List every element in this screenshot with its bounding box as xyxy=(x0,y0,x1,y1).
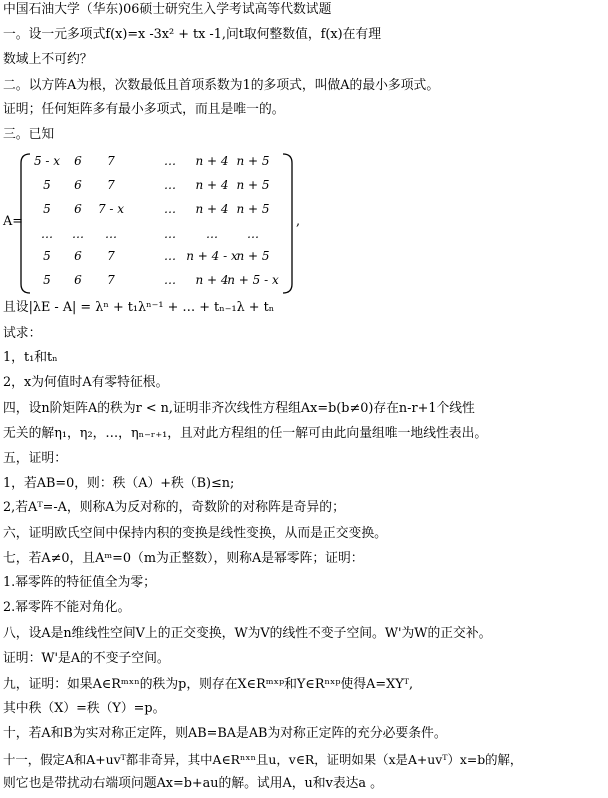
question-5-head: 五，证明： xyxy=(3,451,67,466)
question-8-line-2: 证明：W'是A的不变子空间。 xyxy=(3,651,170,666)
matrix-cell: 6 xyxy=(74,202,82,216)
question-10: 十，若A和B为实对称正定阵，则AB=BA是AB为对称正定阵的充分必要条件。 xyxy=(3,726,447,741)
question-4-line-2: 无关的解η₁，η₂，…，ηₙ₋ᵣ₊₁，且对此方程组的任一解可由此向量组唯一地线性表出。 xyxy=(3,426,488,441)
matrix-cell: 5 xyxy=(43,273,51,287)
matrix-cell: 7 xyxy=(107,249,115,263)
matrix-cell: 7 xyxy=(107,178,115,192)
matrix-cell: … xyxy=(105,227,117,241)
matrix-label: A= xyxy=(3,214,23,229)
matrix-cell: … xyxy=(206,227,218,241)
matrix-cell: 5 - x xyxy=(33,154,61,168)
matrix-cell: … xyxy=(72,227,84,241)
matrix-cell: 5 xyxy=(43,249,51,263)
matrix-cell: 6 xyxy=(74,273,82,287)
matrix-cell: n + 4 xyxy=(195,273,229,287)
matrix-cell: 7 - x xyxy=(97,202,125,216)
matrix-cell: … xyxy=(247,227,259,241)
matrix-cell: 6 xyxy=(74,178,82,192)
question-11-line-2: 则它也是带扰动右端项问题Ax=b+au的解。试用A，u和v表达a 。 xyxy=(3,776,383,791)
matrix-cell: 6 xyxy=(74,154,82,168)
matrix-cell: … xyxy=(164,202,176,216)
matrix-cell: 7 xyxy=(107,154,115,168)
matrix-cell: … xyxy=(41,227,53,241)
question-3-ask: 试求： xyxy=(3,326,42,341)
matrix-comma: , xyxy=(296,214,301,229)
matrix-cell: n + 4 xyxy=(195,154,229,168)
question-3-polynomial: 且设|λE - A| = λⁿ + t₁λⁿ⁻¹ + … + tₙ₋₁λ + tₙ xyxy=(3,300,275,315)
matrix-cell: … xyxy=(164,273,176,287)
question-7-head: 七，若A≠0，且Aᵐ=0（m为正整数），则称A是幂零阵；证明： xyxy=(3,551,364,566)
question-8-line-1: 八，设A是n维线性空间V上的正交变换，W为V的线性不变子空间。W'为W的正交补。 xyxy=(3,626,492,641)
matrix-cell: n + 4 xyxy=(195,178,229,192)
matrix-cell: … xyxy=(164,227,176,241)
matrix-cell: n + 5 xyxy=(236,202,270,216)
matrix-cell: … xyxy=(164,178,176,192)
question-3-item-2: 2，x为何值时A有零特征根。 xyxy=(3,375,169,390)
matrix-a xyxy=(3,151,303,296)
question-3-item-1: 1，t₁和tₙ xyxy=(3,350,58,365)
question-2-line-2: 证明；任何矩阵多有最小多项式，而且是唯一的。 xyxy=(3,102,285,117)
question-3-head: 三。已知 xyxy=(3,127,55,142)
question-2-line-1: 二。以方阵A为根，次数最低且首项系数为1的多项式，叫做A的最小多项式。 xyxy=(3,78,440,93)
matrix-cell: n + 4 - x xyxy=(186,249,238,263)
matrix-cell: n + 4 xyxy=(195,202,229,216)
matrix-cell: n + 5 xyxy=(236,178,270,192)
exam-title: 中国石油大学（华东)06硕士研究生入学考试高等代数试题 xyxy=(3,2,332,17)
question-11-line-1: 十一，假定A和A+uvᵀ都非奇异，其中A∈Rⁿˣⁿ且u，v∈R，证明如果（x是A+uvᵀ）x=b的解， xyxy=(3,752,523,767)
question-4-line-1: 四，设n阶矩阵A的秩为r < n,证明非齐次线性方程组Ax=b(b≠0)存在n-r+1个线性 xyxy=(3,401,475,416)
matrix-cell: 7 xyxy=(107,273,115,287)
question-5-item-1: 1，若AB=0，则：秩（A）+秩（B)≤n; xyxy=(3,476,235,491)
matrix-cell: n + 5 xyxy=(236,249,270,263)
matrix-cell: 5 xyxy=(43,202,51,216)
question-9-line-2: 其中秩（X）=秩（Y）=p。 xyxy=(3,701,166,716)
matrix-cell: 6 xyxy=(74,249,82,263)
matrix-cell: n + 5 xyxy=(236,154,270,168)
question-6: 六，证明欧氏空间中保持内积的变换是线性变换，从而是正交变换。 xyxy=(3,526,387,541)
question-7-item-2: 2.幂零阵不能对角化。 xyxy=(3,600,131,615)
question-1-line-2: 数域上不可约？ xyxy=(3,52,93,67)
matrix-cell: 5 xyxy=(43,178,51,192)
matrix-cell: n + 5 - x xyxy=(227,273,279,287)
question-7-item-1: 1.幂零阵的特征值全为零； xyxy=(3,575,156,590)
question-5-item-2: 2,若Aᵀ=-A，则称A为反对称的，奇数阶的对称阵是奇异的； xyxy=(3,500,345,515)
question-1-line-1: 一。设一元多项式f(x)=x -3x² + tx -1,问t取何整数值，f(x)在有理 xyxy=(3,27,382,42)
question-9-line-1: 九，证明：如果A∈Rᵐˣⁿ的秩为p，则存在X∈Rᵐˣᵖ和Y∈Rⁿˣᵖ使得A=XYᵀ, xyxy=(3,677,414,692)
matrix-cell: … xyxy=(164,249,176,263)
matrix-cell: … xyxy=(164,154,176,168)
